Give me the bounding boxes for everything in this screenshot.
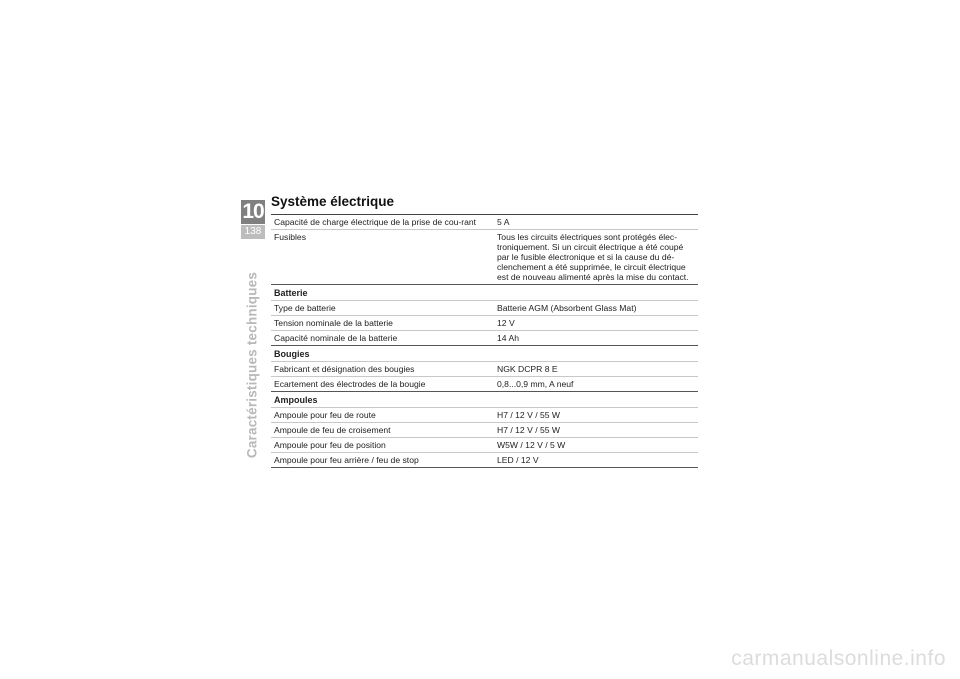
row-value: Tous les circuits électriques sont protégés élec-troniquement. Si un circuit électrique a été coupé par le fusible électronique et si la cause du dé-clenchement a été supprimée, le circuit électrique est de nouveau alimenté après la mise du contact. [495,230,698,285]
row-label: Capacité de charge électrique de la prise de cou-rant [271,215,495,230]
row-value: 0,8...0,9 mm, A neuf [495,377,698,392]
row-value: LED / 12 V [495,453,698,468]
row-label: Ecartement des électrodes de la bougie [271,377,495,392]
row-value: H7 / 12 V / 55 W [495,423,698,438]
table-row [271,408,698,423]
group-heading-ampoules: Ampoules [271,392,698,408]
page-number: 138 [241,225,265,239]
table-row [271,438,698,453]
table-row [271,215,698,230]
chapter-tab [241,200,265,239]
row-value: Batterie AGM (Absorbent Glass Mat) [495,301,698,316]
row-label: Fusibles [271,230,495,285]
row-label: Tension nominale de la batterie [271,316,495,331]
row-value: 5 A [495,215,698,230]
table-row [271,316,698,331]
row-label: Ampoule de feu de croisement [271,423,495,438]
group-heading-bougies: Bougies [271,346,698,362]
row-value: 14 Ah [495,331,698,346]
row-label: Fabricant et désignation des bougies [271,362,495,377]
table-row [271,362,698,377]
section-title: Système électrique [271,194,395,209]
table-row [271,230,698,285]
row-value: W5W / 12 V / 5 W [495,438,698,453]
group-heading-row [271,346,698,362]
chapter-side-title: Caractéristiques techniques [244,271,260,459]
row-value: NGK DCPR 8 E [495,362,698,377]
watermark-text: carmanualsonline.info [731,647,946,670]
row-label: Ampoule pour feu de route [271,408,495,423]
row-value: 12 V [495,316,698,331]
row-label: Ampoule pour feu arrière / feu de stop [271,453,495,468]
table-row [271,423,698,438]
table-row [271,377,698,392]
row-label: Capacité nominale de la batterie [271,331,495,346]
group-heading-row [271,285,698,301]
row-value: H7 / 12 V / 55 W [495,408,698,423]
chapter-number: 10 [242,200,264,223]
row-label: Type de batterie [271,301,495,316]
group-heading-row [271,392,698,408]
spec-table [271,214,698,468]
group-heading-batterie: Batterie [271,285,698,301]
table-row [271,331,698,346]
table-row [271,453,698,468]
table-row [271,301,698,316]
row-label: Ampoule pour feu de position [271,438,495,453]
